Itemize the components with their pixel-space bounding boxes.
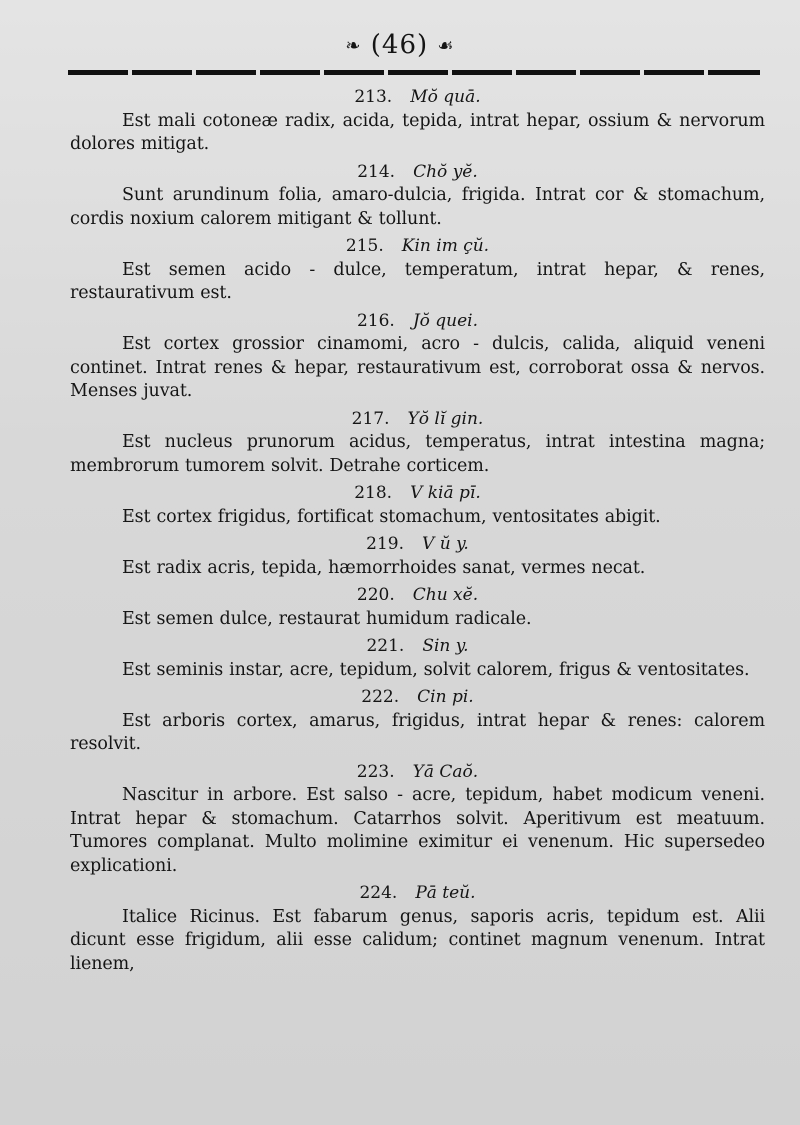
entry-name: Jŏ quei. <box>412 310 479 331</box>
page-number: (46) <box>370 30 429 60</box>
entry-221 <box>70 635 765 682</box>
entry-text: Est seminis instar, acre, tepidum, solvit calorem, frigus & ventositates. <box>122 659 750 680</box>
entry-name: Chu xĕ. <box>412 585 479 605</box>
entry-number: 215. <box>345 236 384 256</box>
entry-heading <box>70 635 765 659</box>
entry-name: Cin pi. <box>417 687 474 707</box>
page-header <box>0 30 800 60</box>
entry-223 <box>70 761 765 879</box>
entry-name: V kiā pī. <box>410 483 481 503</box>
ornament-left-icon: ❧ <box>345 35 362 57</box>
entry-216 <box>70 310 765 404</box>
entry-217 <box>70 408 765 479</box>
page-content <box>70 84 765 980</box>
entry-218 <box>70 482 765 529</box>
entry-heading <box>70 482 765 506</box>
entry-heading <box>70 761 765 785</box>
entry-heading <box>70 408 765 432</box>
entry-heading <box>70 882 765 906</box>
entry-text: Sunt arundinum folia, amaro-dulcia, frigida. Intrat cor & stomachum, cordis noxium calorem mitigant & tollunt. <box>70 185 765 229</box>
entry-220 <box>70 584 765 631</box>
entry-heading <box>70 86 765 110</box>
entry-text: Est semen dulce, restaurat humidum radicale. <box>122 608 532 629</box>
entry-text: Est arboris cortex, amarus, frigidus, intrat hepar & renes: calorem resolvit. <box>70 710 765 754</box>
entry-number: 216. <box>356 310 395 331</box>
entry-number: 220. <box>356 585 395 605</box>
header-rule <box>68 70 760 75</box>
entry-name: Yŏ lĭ gin. <box>407 408 484 429</box>
entry-text: Est radix acris, tepida, hæmorrhoides sanat, vermes necat. <box>122 557 646 578</box>
entry-heading <box>70 310 765 334</box>
entry-text: Nascitur in arbore. Est salso - acre, tepidum, habet modicum veneni. Intrat hepar & stomachum. Catarrhos solvit. Aperitivum est meatuum. Tumores complanat. Multo molimine eximitur ei venenum. Hic supersedeo explicationi. <box>70 785 765 876</box>
entry-number: 224. <box>359 883 398 903</box>
entry-number: 213. <box>354 87 393 107</box>
entry-number: 219. <box>366 534 405 554</box>
entry-heading <box>70 686 765 710</box>
entry-219 <box>70 533 765 580</box>
entry-number: 221. <box>366 636 405 656</box>
entry-number: 222. <box>361 687 400 707</box>
entry-215 <box>70 235 765 306</box>
entry-heading <box>70 161 765 185</box>
entry-text: Est mali cotoneæ radix, acida, tepida, intrat hepar, ossium & nervorum dolores mitigat. <box>70 110 765 154</box>
entry-text: Est cortex grossior cinamomi, acro - dulcis, calida, aliquid veneni continet. Intrat renes & hepar, restaurativum est, corroborat ossa & nervos. Menses juvat. <box>70 334 765 401</box>
entry-number: 223. <box>356 761 395 782</box>
entry-name: Sin y. <box>422 636 469 656</box>
entry-224 <box>70 882 765 976</box>
entry-text: Est nucleus prunorum acidus, temperatus, intrat intestina magna; membrorum tumorem solvit. Detrahe corticem. <box>70 432 765 476</box>
entry-heading <box>70 533 765 557</box>
entry-name: Kin im çŭ. <box>401 236 490 256</box>
entry-213 <box>70 86 765 157</box>
entry-214 <box>70 161 765 232</box>
entry-number: 218. <box>354 483 393 503</box>
entry-name: Yā Caŏ. <box>412 761 479 782</box>
entry-text: Est cortex frigidus, fortificat stomachum, ventositates abigit. <box>122 506 661 527</box>
entry-text: Italice Ricinus. Est fabarum genus, saporis acris, tepidum est. Alii dicunt esse frigidum, alii esse calidum; continet magnum venenum. Intrat lienem, <box>70 906 765 974</box>
entry-heading <box>70 235 765 259</box>
ornament-right-icon: ☙ <box>437 35 455 57</box>
entry-name: Pā teŭ. <box>415 883 476 903</box>
entry-name: Chŏ yĕ. <box>413 161 478 182</box>
entry-number: 217. <box>351 408 390 429</box>
entry-222 <box>70 686 765 757</box>
entry-name: V ŭ y. <box>422 534 469 554</box>
entry-heading <box>70 584 765 608</box>
entry-name: Mŏ quā. <box>410 87 481 107</box>
entry-number: 214. <box>357 161 396 182</box>
entry-text: Est semen acido - dulce, temperatum, intrat hepar, & renes, restaurativum est. <box>70 259 765 303</box>
